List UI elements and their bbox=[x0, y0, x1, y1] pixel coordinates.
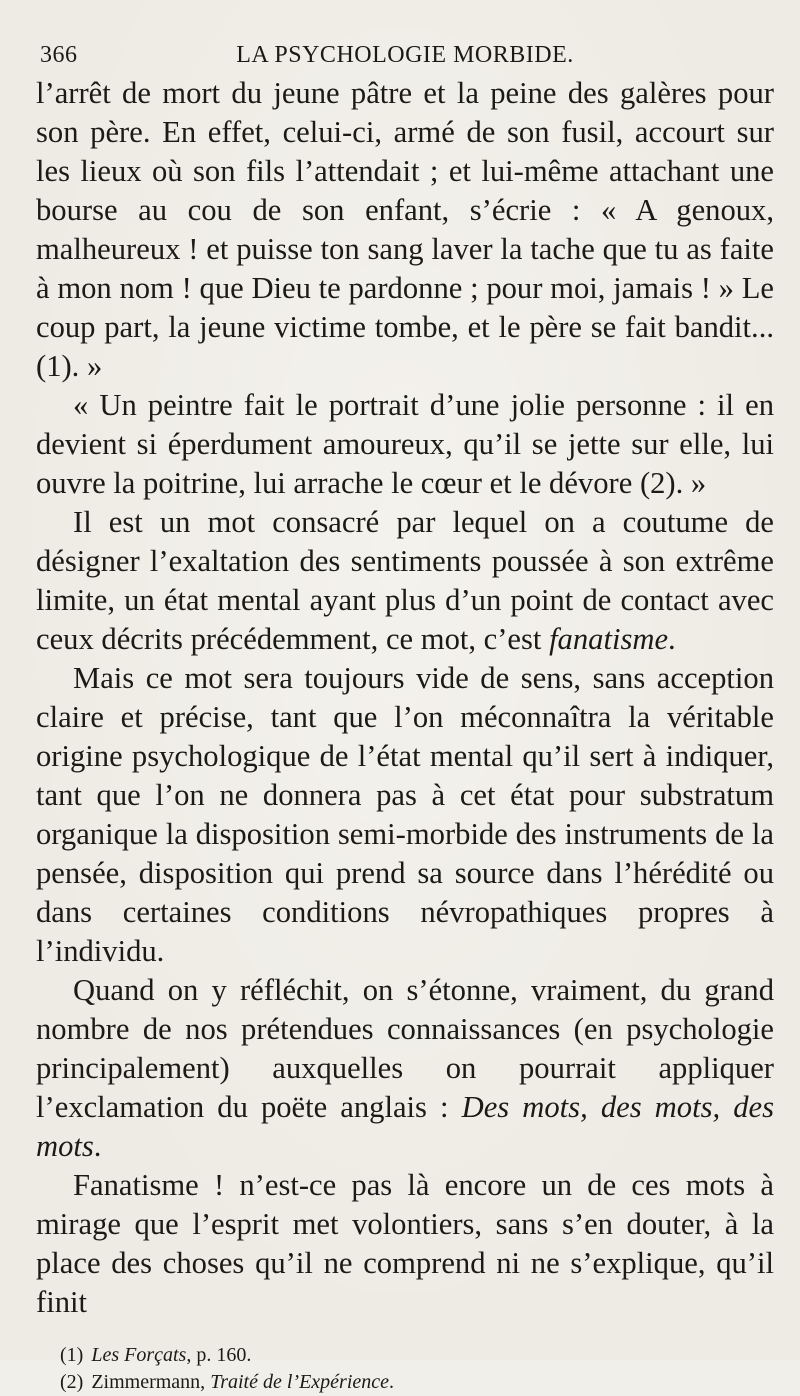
paragraph-2: « Un peintre fait le portrait d’une jolie personne : il en devient si éperdument amoureux, qu’il se jette sur elle, lui ouvre la poitrine, lui arrache le cœur et le dévore (2). » bbox=[36, 388, 774, 500]
footnote-2-title: Traité de l’Expérience bbox=[210, 1371, 390, 1393]
paragraph-5-end: . bbox=[93, 1129, 102, 1163]
footnote-1-title: Les Forçats bbox=[91, 1344, 187, 1366]
running-title: LA PSYCHOLOGIE MORBIDE. bbox=[236, 42, 574, 68]
paragraph-3-italic: fanatisme bbox=[549, 622, 669, 656]
footnote-1 bbox=[60, 1342, 774, 1369]
footnote-2 bbox=[60, 1369, 774, 1396]
paragraph-1: l’arrêt de mort du jeune pâtre et la peine des galères pour son père. En effet, celui-ci, armé de son fusil, accourt sur les lieux où son fils l’attendait ; et lui-même attachant une bourse au cou de son enfant, s’écrie : « A genoux, malheureux ! et puisse ton sang laver la tache que tu as faite à mon nom ! que Dieu te pardonne ; pour moi, jamais ! » Le coup part, la jeune victime tombe, et le père se fait bandit... (1). » bbox=[36, 76, 774, 383]
footnote-2-author: Zimmermann, bbox=[91, 1371, 211, 1393]
paragraph-5-text: Quand on y réfléchit, on s’étonne, vraiment, du grand nombre de nos prétendues connaissances (en psychologie principalement) auxquelles on pourrait appliquer l’exclamation du poëte anglais : bbox=[36, 973, 774, 1124]
paragraph-3 bbox=[36, 503, 774, 659]
paragraph-6: Fanatisme ! n’est-ce pas là encore un de ces mots à mirage que l’esprit met volontiers, sans s’en douter, à la place des choses qu’il ne comprend ni ne s’explique, qu’il finit bbox=[36, 1168, 774, 1319]
paragraph-3-text: Il est un mot consacré par lequel on a coutume de désigner l’exaltation des sentiments poussée à son extrême limite, un état mental ayant plus d’un point de contact avec ceux décrits précédemment, ce mot, c’est bbox=[36, 505, 774, 656]
footnote-1-mark: (1) bbox=[60, 1344, 84, 1366]
paragraph-5 bbox=[36, 971, 774, 1166]
running-head bbox=[36, 30, 774, 74]
page-number: 366 bbox=[40, 42, 78, 68]
paragraph-3-end: . bbox=[668, 622, 676, 656]
footnotes bbox=[36, 1342, 774, 1396]
footnote-2-mark: (2) bbox=[60, 1371, 84, 1393]
footnote-2-rest: . bbox=[389, 1371, 395, 1393]
footnote-1-rest: , p. 160. bbox=[186, 1344, 252, 1366]
paragraph-4: Mais ce mot sera toujours vide de sens, sans acception claire et précise, tant que l’on méconnaîtra la véritable origine psychologique de l’état mental qu’il sert à indiquer, tant que l’on ne donnera pas à cet état pour substratum organique la disposition semi-morbide des instruments de la pensée, disposition qui prend sa source dans l’hérédité ou dans certaines conditions névropathiques propres à l’individu. bbox=[36, 661, 774, 968]
body-text bbox=[36, 74, 774, 1322]
paragraph-5-italic: Des mots, des mots, des mots bbox=[36, 1090, 774, 1163]
